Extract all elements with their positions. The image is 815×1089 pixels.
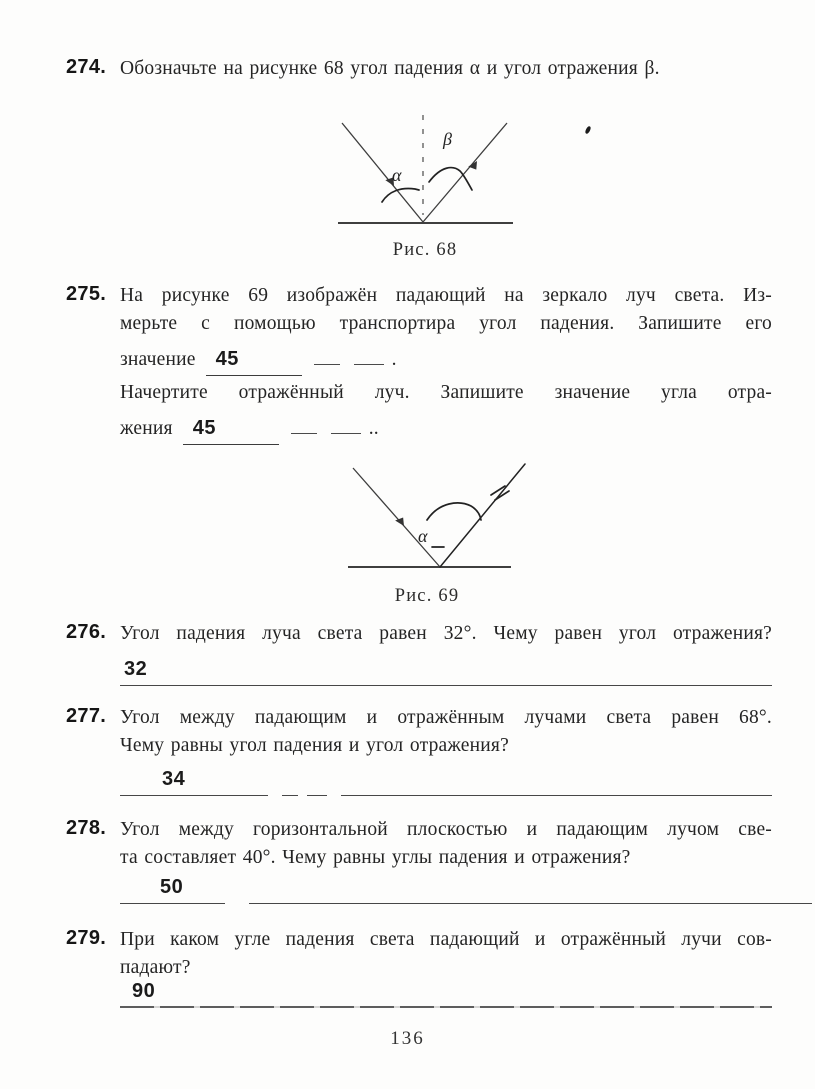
rule-segment [120,685,772,686]
handwritten-answer: 34 [162,768,186,790]
problem-text-line: При каком угле падения света падающий и отражённый лучи сов- [120,929,772,950]
problem-number: 276. [66,621,107,643]
handwritten-answer: 90 [132,980,156,1002]
incident-ray [353,468,440,567]
figure-68-caption: Рис. 68 [392,240,458,260]
incident-ray-arrowhead [395,515,408,528]
problem-number: 278. [66,817,107,839]
problem-text-line: Угол между горизонтальной плоскостью и падающим лучом све- [120,819,772,840]
incident-ray [342,123,423,222]
problem-text-line: та составляет 40°. Чему равны углы падения и отражения? [120,847,631,868]
fill-in-suffix: .. [368,418,379,439]
figure-69-diagram [335,448,540,583]
answer-area [120,870,812,904]
answer-area [120,762,772,796]
figure-68-diagram [325,103,525,238]
problem-279 [0,926,815,1016]
alpha-label: α [418,526,428,546]
blank-dash [291,433,317,434]
figure-68 [325,103,525,260]
problem-number: 277. [66,705,107,727]
blank-dash [354,364,384,365]
blank-dash [314,364,340,365]
handwritten-answer: 50 [160,876,184,898]
rule-segment [120,903,225,904]
answer-area [120,652,772,686]
rule-segment [120,795,268,796]
fill-in-suffix: . [391,349,397,370]
problem-text-line: Угол между падающим и отражённым лучами света равен 68°. [120,707,772,728]
handwritten-answer: 45 [192,417,216,439]
answer-area [120,974,772,1008]
answer-rule [120,795,772,796]
answer-rule [120,685,772,686]
problem-text-line: мерьте с помощью транспортира угол падения. Запишите его [120,313,772,334]
answer-rule-faded [120,1006,772,1008]
figure-69 [335,448,540,606]
problem-number: 279. [66,927,107,949]
rule-segment [341,795,772,796]
problem-text-line: Обозначьте на рисунке 68 угол падения α и угол отражения β. [120,58,660,79]
fill-in-row-reflection [120,414,772,445]
rule-segment [282,795,298,796]
hand-drawn-arc [427,503,481,520]
problem-278 [0,816,815,910]
ink-speck [585,126,592,135]
beta-label: β [443,129,452,149]
problem-text-line: падают? [120,957,191,978]
answer-rule [120,903,812,904]
fill-in-prefix: жения [120,418,173,439]
rule-segment [307,795,327,796]
problem-275 [0,282,815,448]
handwritten-answer: 32 [124,658,148,680]
problem-text-line: На рисунке 69 изображён падающий на зеркало луч света. Из- [120,285,772,306]
problem-number: 274. [66,56,107,78]
page-number: 136 [390,1028,425,1049]
problem-number: 275. [66,283,107,305]
fill-in-prefix: значение [120,349,196,370]
rule-segment [249,903,812,904]
problem-text-line: Начертите отражённый луч. Запишите значение угла отра- [120,382,772,403]
problem-text-line: Чему равны угол падения и угол отражения? [120,735,509,756]
problem-text-line: Угол падения луча света равен 32°. Чему равен угол отражения? [120,623,772,644]
hand-drawn-reflected-ray [440,464,525,567]
blank-dash [331,433,361,434]
answer-blank-incidence [206,345,302,376]
reflected-ray [423,123,507,222]
alpha-label: α [392,165,402,185]
problem-276 [0,620,815,690]
figure-69-caption: Рис. 69 [394,586,460,606]
fill-in-row-incidence [120,345,772,376]
problem-277 [0,704,815,802]
answer-blank-reflection [183,414,279,445]
problem-274 [0,55,815,83]
handwritten-answer: 45 [215,348,239,370]
